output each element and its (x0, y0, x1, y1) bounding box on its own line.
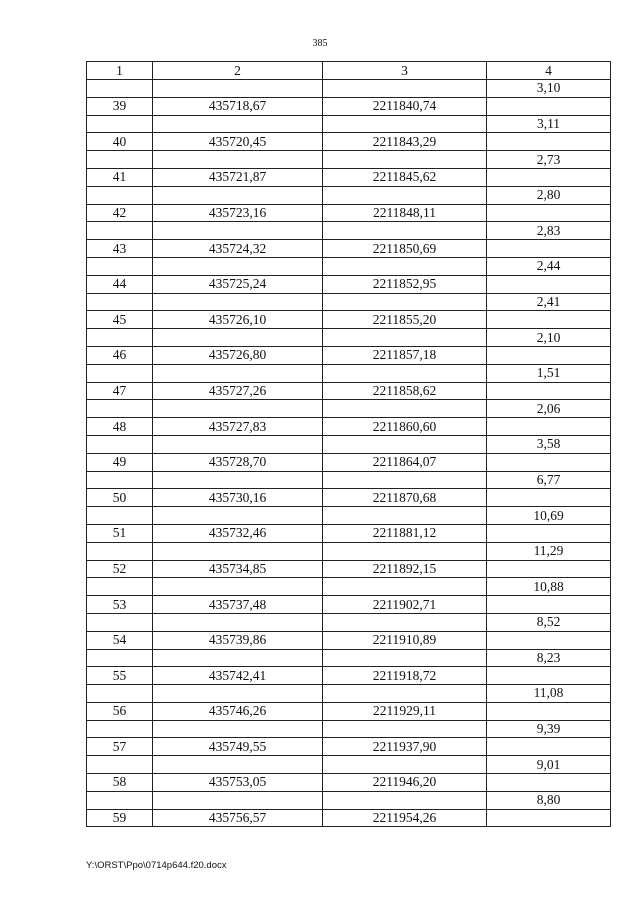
distance-row (87, 791, 611, 809)
distance-cell: 3,11 (487, 115, 611, 133)
y-coordinate-cell: 2211852,95 (323, 275, 487, 293)
point-number-cell: 54 (87, 631, 153, 649)
table-row (87, 667, 611, 685)
empty-cell (487, 631, 611, 649)
empty-cell (487, 204, 611, 222)
empty-cell (323, 329, 487, 347)
distance-row (87, 471, 611, 489)
distance-row (87, 257, 611, 275)
empty-cell (153, 364, 323, 382)
distance-row (87, 507, 611, 525)
empty-cell (153, 649, 323, 667)
empty-cell (323, 435, 487, 453)
point-number-cell: 55 (87, 667, 153, 685)
empty-cell (153, 507, 323, 525)
x-coordinate-cell: 435730,16 (153, 489, 323, 507)
x-coordinate-cell: 435721,87 (153, 168, 323, 186)
table-row (87, 418, 611, 436)
table-header-row (87, 62, 611, 80)
point-number-cell: 40 (87, 133, 153, 151)
x-coordinate-cell: 435726,80 (153, 346, 323, 364)
x-coordinate-cell: 435718,67 (153, 97, 323, 115)
table-row (87, 631, 611, 649)
table-row (87, 346, 611, 364)
y-coordinate-cell: 2211843,29 (323, 133, 487, 151)
x-coordinate-cell: 435742,41 (153, 667, 323, 685)
distance-cell: 10,88 (487, 578, 611, 596)
empty-cell (487, 240, 611, 258)
empty-cell (487, 524, 611, 542)
empty-cell (87, 151, 153, 169)
point-number-cell: 52 (87, 560, 153, 578)
empty-cell (153, 115, 323, 133)
x-coordinate-cell: 435727,26 (153, 382, 323, 400)
empty-cell (87, 257, 153, 275)
y-coordinate-cell: 2211954,26 (323, 809, 487, 827)
empty-cell (323, 649, 487, 667)
empty-cell (87, 578, 153, 596)
empty-cell (323, 364, 487, 382)
column-header: 1 (87, 62, 153, 80)
table-row (87, 809, 611, 827)
table-row (87, 560, 611, 578)
point-number-cell: 56 (87, 702, 153, 720)
column-header: 2 (153, 62, 323, 80)
table-row (87, 240, 611, 258)
empty-cell (487, 560, 611, 578)
point-number-cell: 47 (87, 382, 153, 400)
table-row (87, 453, 611, 471)
y-coordinate-cell: 2211845,62 (323, 168, 487, 186)
distance-cell: 8,80 (487, 791, 611, 809)
y-coordinate-cell: 2211918,72 (323, 667, 487, 685)
page-number: 385 (312, 38, 328, 49)
empty-cell (153, 685, 323, 703)
table-row (87, 738, 611, 756)
empty-cell (487, 346, 611, 364)
empty-cell (487, 168, 611, 186)
empty-cell (87, 542, 153, 560)
empty-cell (87, 649, 153, 667)
x-coordinate-cell: 435726,10 (153, 311, 323, 329)
empty-cell (153, 756, 323, 774)
empty-cell (153, 435, 323, 453)
empty-cell (87, 756, 153, 774)
distance-cell: 2,83 (487, 222, 611, 240)
point-number-cell: 39 (87, 97, 153, 115)
distance-cell: 8,52 (487, 613, 611, 631)
empty-cell (487, 418, 611, 436)
distance-row (87, 756, 611, 774)
distance-row (87, 720, 611, 738)
distance-cell: 2,10 (487, 329, 611, 347)
empty-cell (323, 613, 487, 631)
empty-cell (323, 720, 487, 738)
distance-cell: 11,08 (487, 685, 611, 703)
x-coordinate-cell: 435724,32 (153, 240, 323, 258)
empty-cell (323, 578, 487, 596)
y-coordinate-cell: 2211929,11 (323, 702, 487, 720)
empty-cell (87, 791, 153, 809)
empty-cell (487, 311, 611, 329)
point-number-cell: 58 (87, 774, 153, 792)
empty-cell (323, 151, 487, 169)
table-row (87, 489, 611, 507)
table-row (87, 311, 611, 329)
empty-cell (87, 613, 153, 631)
distance-row (87, 329, 611, 347)
empty-cell (87, 435, 153, 453)
distance-row (87, 293, 611, 311)
empty-cell (323, 115, 487, 133)
empty-cell (323, 542, 487, 560)
distance-cell: 2,73 (487, 151, 611, 169)
distance-row (87, 222, 611, 240)
x-coordinate-cell: 435728,70 (153, 453, 323, 471)
distance-row (87, 400, 611, 418)
empty-cell (487, 97, 611, 115)
y-coordinate-cell: 2211937,90 (323, 738, 487, 756)
distance-row (87, 364, 611, 382)
y-coordinate-cell: 2211902,71 (323, 596, 487, 614)
table-row (87, 168, 611, 186)
table-row (87, 275, 611, 293)
empty-cell (487, 596, 611, 614)
empty-cell (153, 471, 323, 489)
table-row (87, 702, 611, 720)
x-coordinate-cell: 435727,83 (153, 418, 323, 436)
distance-cell: 2,44 (487, 257, 611, 275)
empty-cell (153, 578, 323, 596)
y-coordinate-cell: 2211840,74 (323, 97, 487, 115)
distance-row (87, 685, 611, 703)
y-coordinate-cell: 2211870,68 (323, 489, 487, 507)
empty-cell (87, 720, 153, 738)
distance-cell: 11,29 (487, 542, 611, 560)
point-number-cell: 45 (87, 311, 153, 329)
point-number-cell: 50 (87, 489, 153, 507)
point-number-cell: 41 (87, 168, 153, 186)
distance-row (87, 151, 611, 169)
empty-cell (153, 186, 323, 204)
point-number-cell: 57 (87, 738, 153, 756)
column-header: 4 (487, 62, 611, 80)
distance-cell: 2,06 (487, 400, 611, 418)
empty-cell (487, 275, 611, 293)
empty-cell (487, 809, 611, 827)
point-number-cell: 59 (87, 809, 153, 827)
empty-cell (153, 257, 323, 275)
empty-cell (87, 186, 153, 204)
empty-cell (153, 151, 323, 169)
point-number-cell: 53 (87, 596, 153, 614)
distance-cell: 9,01 (487, 756, 611, 774)
point-number-cell: 46 (87, 346, 153, 364)
distance-cell: 8,23 (487, 649, 611, 667)
y-coordinate-cell: 2211892,15 (323, 560, 487, 578)
empty-cell (87, 329, 153, 347)
empty-cell (323, 791, 487, 809)
table-row (87, 97, 611, 115)
empty-cell (87, 471, 153, 489)
x-coordinate-cell: 435737,48 (153, 596, 323, 614)
point-number-cell: 51 (87, 524, 153, 542)
footer-file-path: Y:\ORST\Ppo\0714p644.f20.docx (86, 860, 227, 871)
empty-cell (153, 400, 323, 418)
empty-cell (487, 453, 611, 471)
distance-row (87, 435, 611, 453)
empty-cell (153, 222, 323, 240)
distance-row (87, 578, 611, 596)
table-row (87, 774, 611, 792)
table-row (87, 596, 611, 614)
empty-cell (323, 685, 487, 703)
y-coordinate-cell: 2211910,89 (323, 631, 487, 649)
empty-cell (487, 382, 611, 400)
empty-cell (87, 222, 153, 240)
point-number-cell: 49 (87, 453, 153, 471)
table-row (87, 133, 611, 151)
empty-cell (153, 791, 323, 809)
table-row (87, 382, 611, 400)
empty-cell (153, 613, 323, 631)
distance-cell: 10,69 (487, 507, 611, 525)
point-number-cell: 42 (87, 204, 153, 222)
empty-cell (153, 329, 323, 347)
y-coordinate-cell: 2211848,11 (323, 204, 487, 222)
empty-cell (487, 702, 611, 720)
distance-cell: 9,39 (487, 720, 611, 738)
y-coordinate-cell: 2211858,62 (323, 382, 487, 400)
empty-cell (487, 133, 611, 151)
point-number-cell: 48 (87, 418, 153, 436)
empty-cell (487, 489, 611, 507)
distance-cell: 3,58 (487, 435, 611, 453)
x-coordinate-cell: 435723,16 (153, 204, 323, 222)
x-coordinate-cell: 435753,05 (153, 774, 323, 792)
y-coordinate-cell: 2211881,12 (323, 524, 487, 542)
empty-cell (323, 257, 487, 275)
x-coordinate-cell: 435732,46 (153, 524, 323, 542)
x-coordinate-cell: 435746,26 (153, 702, 323, 720)
y-coordinate-cell: 2211860,60 (323, 418, 487, 436)
distance-row (87, 542, 611, 560)
column-header: 3 (323, 62, 487, 80)
x-coordinate-cell: 435756,57 (153, 809, 323, 827)
coordinates-table (86, 61, 611, 827)
empty-cell (487, 667, 611, 685)
empty-cell (87, 685, 153, 703)
x-coordinate-cell: 435749,55 (153, 738, 323, 756)
distance-cell: 3,10 (487, 80, 611, 98)
table-row (87, 524, 611, 542)
empty-cell (323, 293, 487, 311)
distance-row (87, 80, 611, 98)
x-coordinate-cell: 435739,86 (153, 631, 323, 649)
empty-cell (87, 400, 153, 418)
point-number-cell: 43 (87, 240, 153, 258)
y-coordinate-cell: 2211946,20 (323, 774, 487, 792)
distance-cell: 6,77 (487, 471, 611, 489)
empty-cell (153, 720, 323, 738)
y-coordinate-cell: 2211857,18 (323, 346, 487, 364)
empty-cell (87, 80, 153, 98)
empty-cell (87, 293, 153, 311)
empty-cell (323, 507, 487, 525)
empty-cell (153, 80, 323, 98)
distance-row (87, 186, 611, 204)
x-coordinate-cell: 435720,45 (153, 133, 323, 151)
empty-cell (87, 507, 153, 525)
x-coordinate-cell: 435734,85 (153, 560, 323, 578)
distance-cell: 2,80 (487, 186, 611, 204)
distance-cell: 1,51 (487, 364, 611, 382)
y-coordinate-cell: 2211850,69 (323, 240, 487, 258)
x-coordinate-cell: 435725,24 (153, 275, 323, 293)
empty-cell (323, 80, 487, 98)
empty-cell (323, 400, 487, 418)
table-row (87, 204, 611, 222)
empty-cell (87, 364, 153, 382)
y-coordinate-cell: 2211864,07 (323, 453, 487, 471)
empty-cell (87, 115, 153, 133)
empty-cell (323, 471, 487, 489)
empty-cell (153, 542, 323, 560)
distance-row (87, 613, 611, 631)
distance-row (87, 649, 611, 667)
empty-cell (153, 293, 323, 311)
empty-cell (323, 222, 487, 240)
empty-cell (323, 756, 487, 774)
point-number-cell: 44 (87, 275, 153, 293)
empty-cell (487, 738, 611, 756)
y-coordinate-cell: 2211855,20 (323, 311, 487, 329)
empty-cell (323, 186, 487, 204)
distance-row (87, 115, 611, 133)
distance-cell: 2,41 (487, 293, 611, 311)
empty-cell (487, 774, 611, 792)
